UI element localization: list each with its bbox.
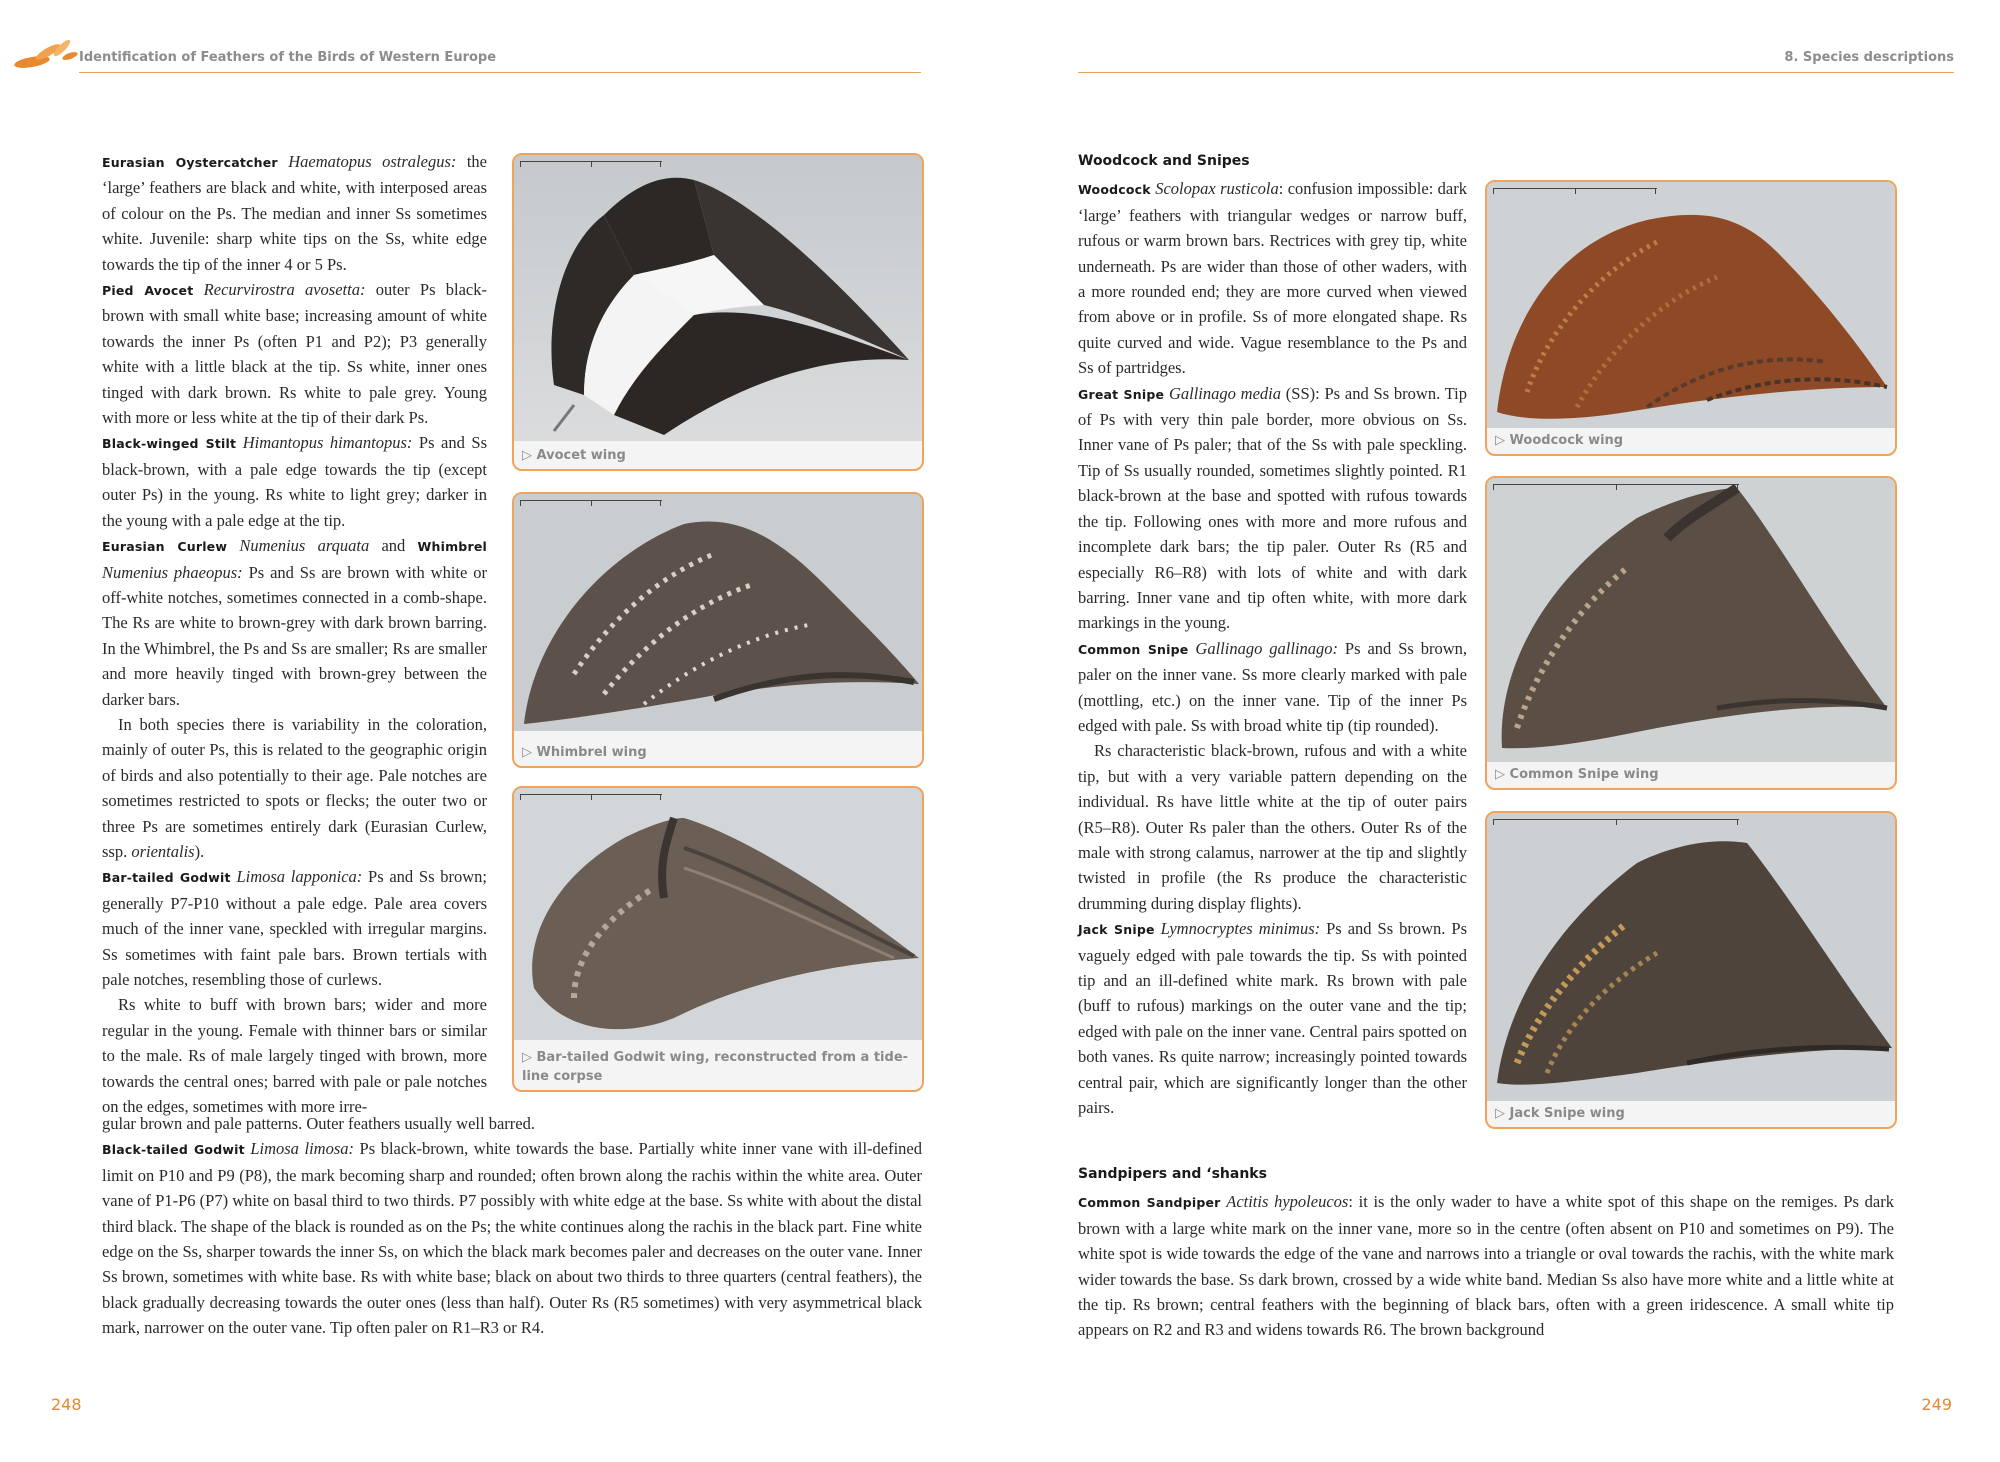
figure-caption: ▷ Avocet wing bbox=[522, 448, 626, 463]
godwit-wing-icon bbox=[514, 788, 924, 1040]
scientific-name: orientalis bbox=[131, 841, 195, 861]
figure-caption: ▷ Woodcock wing bbox=[1495, 433, 1624, 448]
woodcock-wing-icon bbox=[1487, 182, 1897, 428]
scientific-name: Recurvirostra avosetta: bbox=[203, 280, 366, 300]
right-full-width-text bbox=[1078, 1162, 1894, 1343]
scale-bar bbox=[520, 500, 662, 507]
description-text: (SS): Ps and Ss brown. Tip of Ps with very thin pale border, more obvious on Ss. Inner vane of Ps paler; that of the Ss with pale speckling. Tip of Ss usually rounded, sometimes slightly pointed. R1 black-brown at the base and spotted with rufous towards the tip. Following ones with more and more rufous and incomplete dark bars; the tip paler. Outer Rs (R5 and especially R6–R8) with lots of white and with dark barring. Inner vane and tip often white, with more dark markings in the young. bbox=[1078, 383, 1468, 633]
scale-bar bbox=[1493, 819, 1739, 826]
species-name: Woodcock bbox=[1078, 182, 1151, 198]
species-name: Eurasian Oystercatcher bbox=[102, 155, 278, 170]
scientific-name: Haematopus ostralegus: bbox=[288, 152, 457, 171]
right-page bbox=[1000, 0, 2000, 1462]
description-text: Ps and Ss brown. Ps vaguely edged with pale towards the tip. Ss with pointed tip and an ill-defined white mark. Rs brown with pale (buff to rufous) markings on the outer vane and the tip; edged with pale on the inner vane. Central pairs spotted on both vanes. Rs quite narrow; increasingly pointed towards central pair, which are significantly longer than the other pairs. bbox=[1078, 919, 1467, 1118]
scientific-name: Limosa lapponica: bbox=[236, 867, 363, 887]
scale-bar bbox=[1493, 188, 1657, 195]
header-rule-left bbox=[79, 72, 921, 73]
jack-snipe-wing-icon bbox=[1487, 813, 1897, 1101]
running-header-left: Identification of Feathers of the Birds of Western Europe bbox=[79, 50, 497, 65]
figure-bar-tailed-godwit-wing bbox=[512, 786, 924, 1092]
left-text-column bbox=[102, 149, 487, 1119]
figure-whimbrel-wing bbox=[512, 492, 924, 768]
species-name: Common Sandpiper bbox=[1078, 1195, 1221, 1211]
figure-caption: ▷ Common Snipe wing bbox=[1495, 767, 1659, 782]
species-name: Black-winged Stilt bbox=[102, 436, 237, 452]
paragraph-bar-tailed-godwit bbox=[102, 864, 487, 992]
description-text: outer Ps black-brown with small white base; increasing amount of white towards the inner Ps (often P1 and P2); P3 generally white with a little black at the tip. Ss white, inner ones tinged with dark brown. Rs white to pale grey. Young with more or less white at the tip of their dark Ps. bbox=[102, 280, 487, 428]
running-header-right: 8. Species descriptions bbox=[1784, 50, 1954, 65]
paragraph-black-tailed-godwit bbox=[102, 1136, 922, 1340]
paragraph-variability bbox=[102, 712, 487, 864]
description-text: Ps black-brown, white towards the base. Partially white inner vane with ill-defined limit on P10 and P9 (P8), the mark becoming sharp and rounded; often brown along the rachis within the white area. Outer vane of P1-P6 (P7) white on basal third to two thirds. P7 possibly with white edge at the base. Ss white with about the distal third black. The shape of the black is rounded as on the Ps; the white continues along the rachis in the black part. Fine white edge on the Ss, sharper towards the inner Ss, on which the black mark becomes paler and decreases on the outer vane. Inner Ss brown, sometimes with white base. Rs with white base; black on about two thirds to three quarters (central feathers), the black gradually decreasing towards the outer ones (less than half). Outer Rs (R5 sometimes) with very asymmetrical black mark, narrower on the outer vane. Tip often paler on R1–R3 or R4. bbox=[102, 1139, 923, 1338]
species-name: Pied Avocet bbox=[102, 283, 194, 299]
scale-bar bbox=[1493, 484, 1739, 491]
paragraph-rectrices: Rs white to buff with brown bars; wider and more regular in the young. Female with thinner bars or similar to the male. Rs of male largely tinged with brown, more towards the central ones; barred with pale or pale notches on the edges, sometimes with more irre- bbox=[102, 995, 487, 1117]
scientific-name: Gallinago gallinago: bbox=[1195, 638, 1338, 658]
species-name: Eurasian Curlew bbox=[102, 539, 228, 555]
figure-common-snipe-wing bbox=[1485, 476, 1897, 790]
paragraph-stilt bbox=[102, 430, 487, 533]
paragraph-common-sandpiper bbox=[1078, 1189, 1894, 1342]
whimbrel-wing-photo bbox=[514, 494, 922, 731]
scientific-name: Himantopus himantopus: bbox=[242, 433, 413, 453]
paragraph-jack-snipe bbox=[1078, 916, 1467, 1120]
species-name: Whimbrel bbox=[417, 539, 487, 555]
figure-caption: ▷ Bar-tailed Godwit wing, reconstructed from a tide-line corpse bbox=[522, 1050, 909, 1084]
page-number-right: 249 bbox=[1921, 1395, 1952, 1414]
description-text: Ps and Ss brown, paler on the inner vane. Ss more clearly marked with pale (mottling, etc.) on the inner vane. Tip of the inner Ps edged with pale. Ss with broad white tip (tip rounded). bbox=[1078, 638, 1468, 735]
avocet-wing-photo bbox=[514, 155, 922, 441]
paragraph-common-snipe bbox=[1078, 636, 1467, 739]
scientific-name: Gallinago media bbox=[1168, 383, 1281, 403]
description-text: ). bbox=[194, 841, 205, 861]
paragraph-oystercatcher bbox=[102, 149, 487, 277]
description-text: In both species there is variability in the coloration, mainly of outer Ps, this is related to the geographic origin of birds and also potentially to their age. Pale notches are sometimes restricted to spots or flecks; the outer two or three Ps are sometimes entirely dark (Eurasian Curlew, ssp. bbox=[102, 714, 487, 861]
description-text: Ps and Ss are brown with white or off-white notches, sometimes connected in a comb-shape. The Rs are white to brown-grey with dark brown barring. In the Whimbrel, the Ps and Ss are smaller; Rs are smaller and more heavily tinged with brown-grey between the darker bars. bbox=[102, 562, 487, 709]
scientific-name: Scolopax rusticola bbox=[1155, 179, 1279, 199]
paragraph-curlew-whimbrel bbox=[102, 533, 487, 712]
species-name: Common Snipe bbox=[1078, 641, 1189, 657]
avocet-wing-icon bbox=[514, 155, 924, 441]
paragraph-rectrices-cont: gular brown and pale patterns. Outer feathers usually well barred. bbox=[102, 1114, 535, 1133]
common-snipe-wing-photo bbox=[1487, 478, 1895, 762]
jack-snipe-wing-photo bbox=[1487, 813, 1895, 1101]
scientific-name: Lymnocryptes minimus: bbox=[1160, 919, 1321, 939]
paragraph-woodcock bbox=[1078, 176, 1467, 380]
description-text: Ps and Ss black-brown, with a pale edge towards the tip (except outer Ps) in the young. Rs white to light grey; darker in the young with a pale edge at the tip. bbox=[102, 433, 487, 530]
scientific-name: Actitis hypoleucos bbox=[1226, 1192, 1349, 1212]
scientific-name: Numenius phaeopus: bbox=[102, 562, 243, 582]
right-text-column bbox=[1078, 149, 1467, 1120]
paragraph-avocet bbox=[102, 277, 487, 430]
conjunction: and bbox=[369, 536, 418, 556]
left-full-width-text bbox=[102, 1111, 922, 1341]
godwit-wing-photo bbox=[514, 788, 922, 1040]
section-heading: Woodcock and Snipes bbox=[1078, 153, 1250, 169]
species-name: Black-tailed Godwit bbox=[102, 1142, 245, 1158]
whimbrel-wing-icon bbox=[514, 494, 924, 731]
scale-bar bbox=[520, 794, 662, 801]
figure-caption: ▷ Whimbrel wing bbox=[522, 745, 647, 760]
description-text: Ps and Ss brown; generally P7-P10 without a pale edge. Pale area covers much of the inner vane, speckled with irregular margins. Ss sometimes with faint pale bars. Brown tertials with pale notches, resembling those of curlews. bbox=[102, 867, 488, 989]
description-text: : it is the only wader to have a white spot of this shape on the remiges. Ps dark brown with a large white mark on the inner vane, more so in the centre (often absent on P10 and sometimes on P9). The white spot is wide towards the edge of the vane and narrows into a triangle or oval towards the rachis, with the white mark wider towards the base. Ss dark brown, crossed by a wide white band. Median Ss also have more white and a little white at the tip. Rs brown; central feathers with the beginning of black bars, often with a green iridescence. A small white tip appears on R2 and R3 and widens towards R6. The brown background bbox=[1078, 1192, 1894, 1340]
species-name: Bar-tailed Godwit bbox=[102, 870, 231, 886]
scientific-name: Limosa limosa: bbox=[250, 1139, 354, 1159]
paragraph-great-snipe bbox=[1078, 381, 1467, 636]
woodcock-wing-photo bbox=[1487, 182, 1895, 428]
species-name: Great Snipe bbox=[1078, 386, 1165, 402]
description-text: the ‘large’ feathers are black and white, with interposed areas of colour on the Ps. The median and inner Ss sometimes white. Juvenile: sharp white tips on the Ss, white edge towards the tip of the inner 4 or 5 Ps. bbox=[102, 152, 488, 274]
section-heading: Sandpipers and ‘shanks bbox=[1078, 1166, 1267, 1182]
species-name: Jack Snipe bbox=[1078, 922, 1155, 938]
figure-avocet-wing bbox=[512, 153, 924, 471]
feather-logo-icon bbox=[10, 34, 78, 74]
scientific-name: Numenius arquata bbox=[239, 536, 370, 556]
page-number-left: 248 bbox=[51, 1395, 82, 1414]
common-snipe-wing-icon bbox=[1487, 478, 1897, 762]
paragraph-snipe-rectrices: Rs characteristic black-brown, rufous and with a white tip, but with a very variable pattern depending on the individual. Rs have little white at the tip of outer pairs (R5–R8). Outer Rs paler than the others. Outer Rs of the male with strong calamus, narrower at the tip and slightly twisted in profile (the Rs produce the characteristic drumming during display flights). bbox=[1078, 741, 1467, 913]
description-text: : confusion impossible: dark ‘large’ feathers with triangular wedges or narrow buff, rufous or warm brown bars. Rectrices with grey tip, white underneath. Ps are wider than those of other waders, with a more rounded end; they are more curved when viewed from above or in profile. Ss of more elongated shape. Rs quite curved and wide. Vague resemblance to the Ps and Ss of partridges. bbox=[1078, 179, 1467, 378]
figure-caption: ▷ Jack Snipe wing bbox=[1495, 1106, 1625, 1121]
figure-jack-snipe-wing bbox=[1485, 811, 1897, 1129]
figure-woodcock-wing bbox=[1485, 180, 1897, 456]
header-rule-right bbox=[1078, 72, 1954, 73]
scale-bar bbox=[520, 161, 662, 168]
